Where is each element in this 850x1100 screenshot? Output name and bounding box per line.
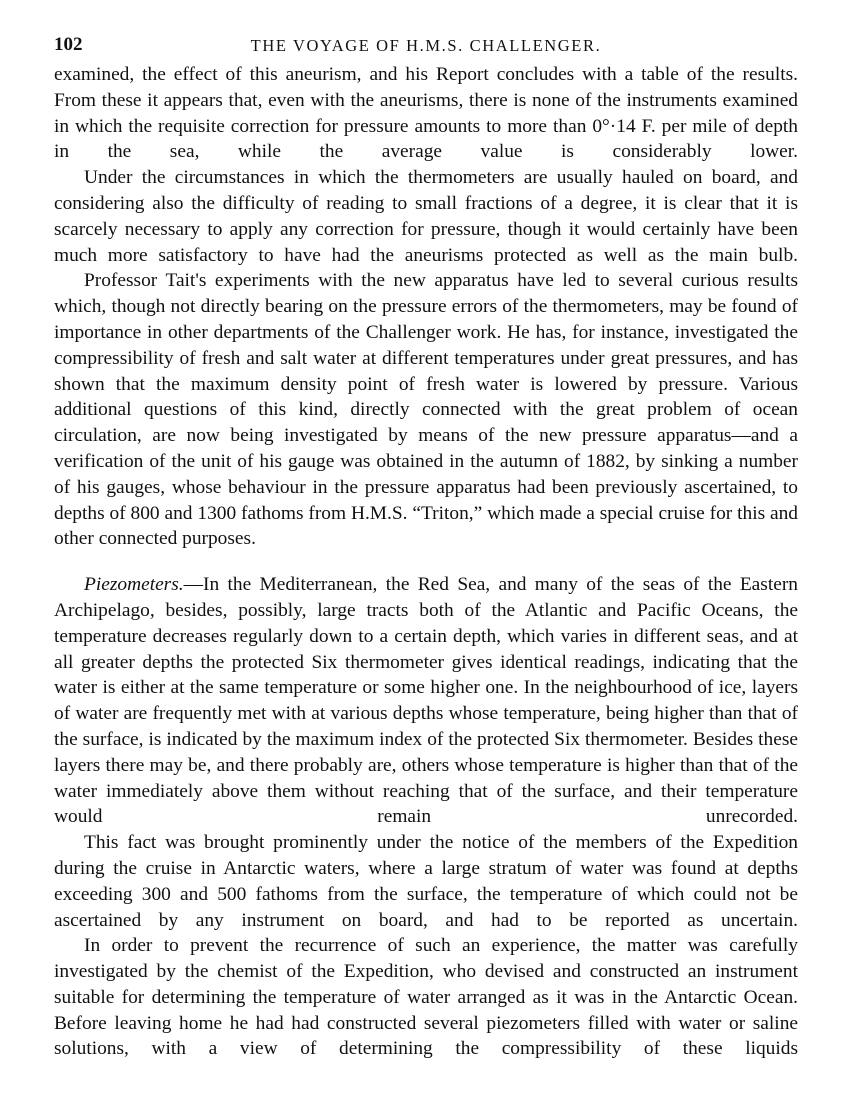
piezometers-lead-text: —In the Mediterranean, the Red Sea, and many of the seas of the Eastern Archipelago, besides, possibly, large tracts both of the Atlantic and Pacific Oceans, the temperature decreases regularly down to a certain depth, which varies in different seas, and at all greater depths the protected Six thermometer gives identical readings, indicating that the water is either at the same temperature or some higher one. In the neighbourhood of ice, layers of water are frequently met with at various depths whose temperature, being higher than that of the surface, is indicated by the maximum index of the protected Six thermometer. Besides these layers there may be, and there probably are, others whose temperature is higher than that of the water immediately above them without reaching that of the surface, and their temperature would remain unrecorded. (54, 574, 798, 828)
paragraph-tait-experiments: Professor Tait's experiments with the new apparatus have led to several curious results which, though not directly bearing on the pressure errors of the thermometers, may be found of importance in other departments of the Challenger work. He has, for instance, investigated the compressibility of fresh and salt water at different temperatures under great pressures, and has shown that the maximum density point of fresh water is lowered by pressure. Various additional questions of this kind, directly connected with the great problem of ocean circulation, are now being investigated by means of the new pressure apparatus—and a verification of the unit of his gauge was obtained in the autumn of 1882, by sinking a number of his gauges, whose behaviour in the pressure apparatus had been previously ascertained, to depths of 800 and 1300 fathoms from H.M.S. “Triton,” which made a special cruise for this and other connected purposes. (54, 270, 798, 550)
section-heading-piezometers: Piezometers. (84, 574, 184, 596)
paragraph-continued: examined, the effect of this aneurism, and his Report concludes with a table of the results. From these it appears that, even with the aneurisms, there is none of the instruments examined in which the requisite correction for pressure amounts to more than 0°·14 F. per mile of depth in the sea, while the average value is considerably lower. (54, 64, 798, 163)
paragraph-antarctic-stratum: This fact was brought prominently under the notice of the members of the Expedition during the cruise in Antarctic waters, where a large stratum of water was found at depths exceeding 300 and 500 fathoms from the surface, the temperature of which could not be ascertained by any instrument on board, and had to be reported as uncertain. (54, 832, 798, 931)
section-divider-space (54, 552, 798, 572)
paragraph-piezometers (54, 572, 798, 830)
page-header (54, 28, 798, 62)
paragraph-chemist-instrument: In order to prevent the recurrence of such an experience, the matter was carefully investigated by the chemist of the Expedition, who devised and constructed an instrument suitable for determining the temperature of water arranged as it was in the Antarctic Ocean. Before leaving home he had had constructed several piezometers filled with water or saline solutions, with a view of determining the compressibility of these liquids (54, 935, 798, 1060)
running-title: THE VOYAGE OF H.M.S. CHALLENGER. (250, 36, 602, 55)
page-number: 102 (54, 34, 83, 55)
paragraph-pressure-correction: Under the circumstances in which the thermometers are usually hauled on board, and considering also the difficulty of reading to small fractions of a degree, it is clear that it is scarcely necessary to apply any correction for pressure, though it would certainly have been much more satisfactory to have had the aneurisms protected as well as the main bulb. (54, 167, 798, 266)
